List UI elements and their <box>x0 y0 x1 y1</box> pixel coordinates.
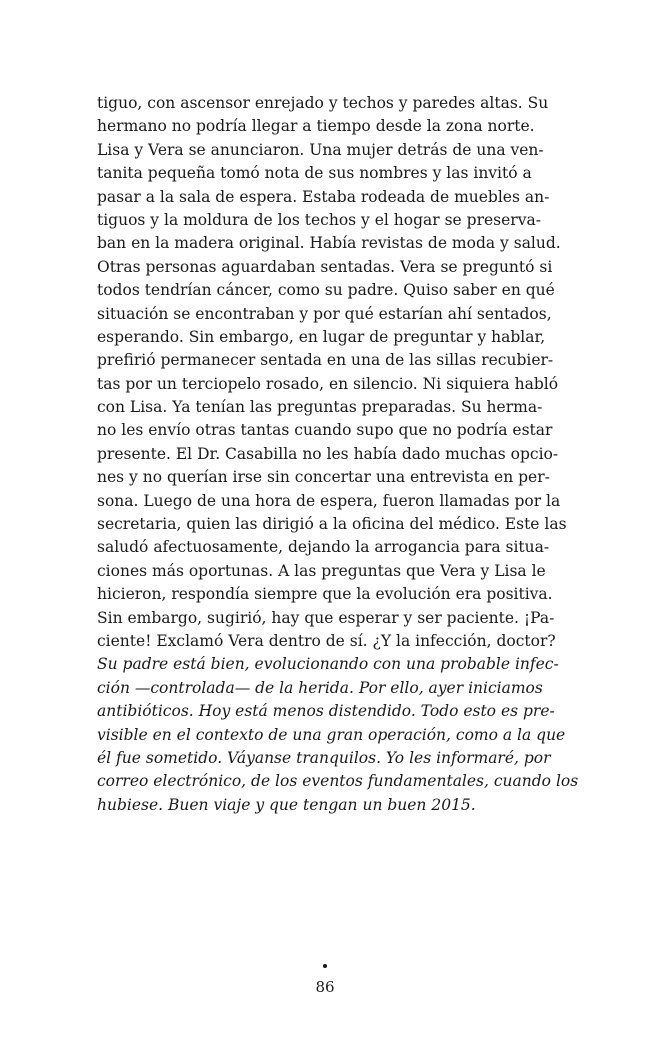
text-line: Sin embargo, sugirió, hay que esperar y ser paciente. ¡Pa- <box>97 608 555 627</box>
text-line: secretaria, quien las dirigió a la oficina del médico. Este las <box>97 515 567 534</box>
text-line: hicieron, respondía siempre que la evolución era positiva. <box>97 585 553 604</box>
text-line: ban en la madera original. Había revistas de moda y salud. <box>97 234 561 253</box>
italic-quote-line: antibióticos. Hoy está menos distendido. Todo esto es pre- <box>97 702 555 721</box>
italic-quote-line: correo electrónico, de los eventos fundamentales, cuando los <box>97 772 579 791</box>
text-line: nes y no querían irse sin concertar una entrevista en per- <box>97 468 550 487</box>
page-footer <box>0 964 650 996</box>
text-line: sona. Luego de una hora de espera, fueron llamadas por la <box>97 491 561 510</box>
text-line: con Lisa. Ya tenían las preguntas preparadas. Su herma- <box>97 398 543 417</box>
text-line: tas por un terciopelo rosado, en silencio. Ni siquiera habló <box>97 374 559 393</box>
text-line: esperando. Sin embargo, en lugar de preguntar y hablar, <box>97 327 546 346</box>
text-line: ciente! Exclamó Vera dentro de sí. ¿Y la infección, doctor? <box>97 631 556 650</box>
italic-quote-line: hubiese. Buen viaje y que tengan un buen 2015. <box>97 795 476 814</box>
bullet-dot-icon <box>323 964 327 968</box>
text-line: tiguo, con ascensor enrejado y techos y paredes altas. Su <box>97 94 549 112</box>
italic-quote-line: visible en el contexto de una gran operación, como a la que <box>97 725 566 744</box>
text-line: no les envío otras tantas cuando supo que no podría estar <box>97 421 553 440</box>
page-number: 86 <box>315 978 335 996</box>
italic-quote-line: ción —controlada— de la herida. Por ello, ayer iniciamos <box>97 678 543 697</box>
text-line: tanita pequeña tomó nota de sus nombres y las invitó a <box>97 164 532 183</box>
text-line: ciones más oportunas. A las preguntas que Vera y Lisa le <box>97 561 546 580</box>
text-line: Otras personas aguardaban sentadas. Vera se preguntó si <box>97 257 553 276</box>
text-line: situación se encontraban y por qué estarían ahí sentados, <box>97 304 552 323</box>
text-line: Lisa y Vera se anunciaron. Una mujer detrás de una ven- <box>97 140 544 159</box>
text-line: saludó afectuosamente, dejando la arrogancia para situa- <box>97 538 550 557</box>
text-line: prefirió permanecer sentada en una de las sillas recubier- <box>97 351 554 370</box>
text-line: hermano no podría llegar a tiempo desde la zona norte. <box>97 117 535 136</box>
body-text <box>97 92 579 817</box>
text-line: todos tendrían cáncer, como su padre. Quiso saber en qué <box>97 281 555 300</box>
italic-quote-line: él fue sometido. Váyanse tranquilos. Yo les informaré, por <box>97 748 551 767</box>
italic-quote-line: Su padre está bien, evolucionando con una probable infec- <box>97 655 559 674</box>
text-line: pasar a la sala de espera. Estaba rodeada de muebles an- <box>97 187 550 206</box>
text-line: tiguos y la moldura de los techos y el hogar se preserva- <box>97 210 541 229</box>
text-line: presente. El Dr. Casabilla no les había dado muchas opcio- <box>97 444 559 463</box>
